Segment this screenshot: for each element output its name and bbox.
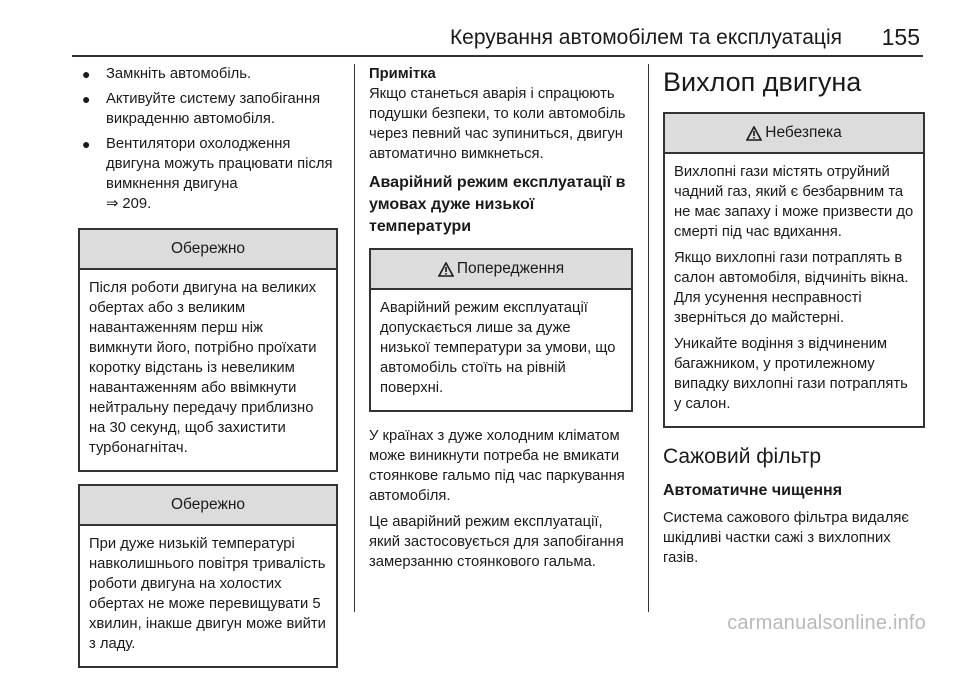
- column-middle: [369, 64, 633, 578]
- danger-text: Якщо вихлопні гази потраплять в салон автомобіля, відчиніть вікна. Для усунення несправності зверніться до майстерні.: [674, 250, 909, 326]
- column-divider-1: [354, 64, 355, 612]
- warning-triangle-icon: [438, 262, 454, 277]
- paragraph: Це аварійний режим експлуатації, який застосовується для запобігання замерзанню стоянкового гальма.: [369, 514, 624, 570]
- caution-text: При дуже низькій температурі навколишнього повітря тривалість роботи двигуна на холостих обертах не може перевищувати 5 хвилин, інакше двигун може вийти з ладу.: [89, 536, 326, 652]
- danger-title: Небезпека: [765, 124, 842, 141]
- danger-box: [663, 112, 925, 428]
- caution-title: Обережно: [80, 230, 336, 270]
- warning-title: Попередження: [456, 260, 565, 277]
- danger-text: Вихлопні гази містять отруйний чадний газ, який є безбарвним та не має запаху і може призвести до смерті під час вдихання.: [674, 164, 914, 240]
- caution-text: Після роботи двигуна на великих обертах або з великим навантаженням перш ніж вимкнути його, потрібно проїхати коротку відстань із невеликим навантаженням або ввімкнути нейтральну передачу приблизно на 30 секунд, щоб захистити турбонагнітач.: [89, 280, 317, 456]
- column-left: [78, 64, 338, 680]
- caution-title: Обережно: [80, 486, 336, 526]
- note-title: Примітка: [369, 66, 436, 82]
- section-heading: Аварійний режим експлуатації в умовах дуже низької температури: [369, 174, 626, 235]
- list-item: ● Вентилятори охолодження двигуна можуть працювати після вимкнення двигуна ⇒ 209.: [82, 136, 333, 212]
- bullet-list: [78, 64, 338, 214]
- paragraph: Система сажового фільтра видаляє шкідливі частки сажі з вихлопних газів.: [663, 510, 909, 566]
- note-text: Якщо станеться аварія і спрацюють подушки безпеки, то коли автомобіль через певний час зупиниться, двигун автоматично вимкнеться.: [369, 86, 626, 162]
- caution-box: [78, 484, 338, 668]
- list-item: ● Замкніть автомобіль.: [82, 66, 252, 82]
- cross-reference-link[interactable]: 209.: [122, 196, 152, 212]
- header-divider: [72, 55, 923, 57]
- warning-box: [369, 248, 633, 412]
- list-item: ● Активуйте систему запобігання викраденню автомобіля.: [82, 91, 321, 127]
- paragraph: У країнах з дуже холодним кліматом може виникнути потреба не вмикати стоянкове гальмо під час паркування автомобіля.: [369, 428, 625, 504]
- section-title: Сажовий фільтр: [663, 445, 822, 468]
- page-number: 155: [881, 24, 920, 50]
- page-header: [0, 0, 960, 64]
- subsection-title: Автоматичне чищення: [663, 482, 843, 499]
- watermark: carmanualsonline.info: [727, 612, 926, 634]
- section-title: Вихлоп двигуна: [663, 67, 862, 97]
- column-right: [663, 64, 925, 574]
- cross-reference-arrow-icon: ⇒: [106, 196, 119, 212]
- warning-text: Аварійний режим експлуатації допускається лише за дуже низької температури за умови, що автомобіль стоїть на рівній поверхні.: [380, 300, 616, 396]
- danger-text: Уникайте водіння з відчиненим багажником, у протилежному випадку вихлопні гази потраплять у салон.: [674, 336, 908, 412]
- chapter-title: Керування автомобілем та експлуатація: [449, 26, 842, 49]
- caution-box: [78, 228, 338, 472]
- column-divider-2: [648, 64, 649, 612]
- warning-triangle-icon: [746, 126, 762, 141]
